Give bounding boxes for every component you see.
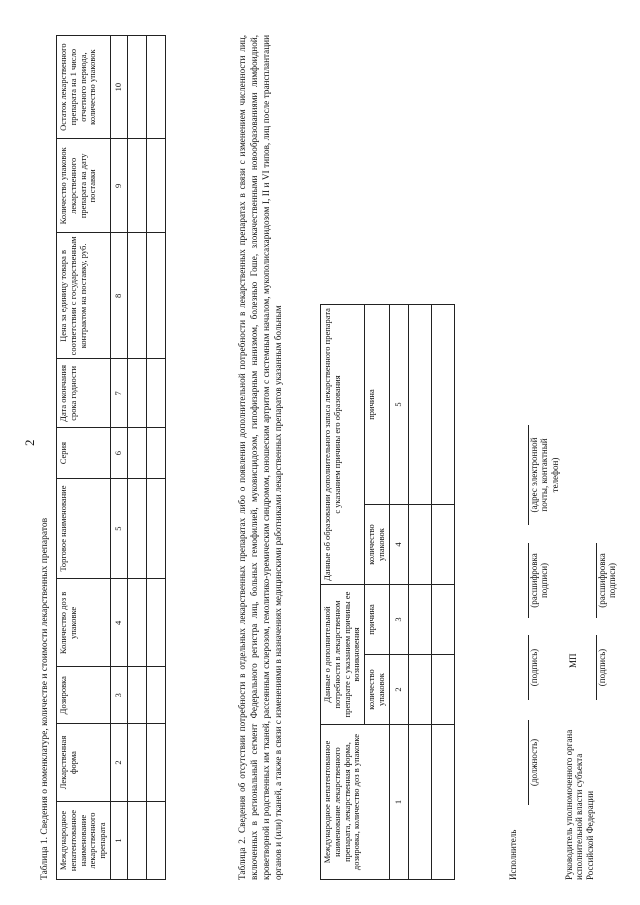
table1-header: Количество упаковок лекарственного препарата на дату поставки — [57, 139, 111, 233]
table1-header: Международное непатентованное наименование лекарственного препарата — [57, 802, 111, 880]
table2-caption: Таблица 2. Сведения об отсутствии потребности в отдельных лекарственных препаратах либо о появлении дополнительной потребности в лекарственных препаратах в связи с изменением численности лиц, включенных в региональный сегмент Федерального регистра лиц, больных гемофилией, муковисцидозом, гипофизарным нанизмом, болезнью Гоше, злокачественными новообразованиями лимфоидной, кроветворной и родственных им тканей, рассеянным склерозом, гемолитико-уремическим синдромом, юношеским артритом с системным началом, мукополисахаридозом I, II и VI типов, лиц после трансплантации органов и (или) тканей, а также в связи с изменениями в назначениях медицинскими работниками лекарственных препаратов указанным больным — [237, 35, 284, 880]
table1-header: Цена за единицу товара в соответствии с государственным контрактом на поставку, руб. — [57, 233, 111, 359]
table2-number-row — [389, 304, 408, 879]
column-number: 7 — [110, 359, 127, 428]
column-number: 3 — [110, 667, 127, 724]
table2 — [320, 304, 455, 880]
table2-empty-row — [408, 304, 431, 879]
page-number: 2 — [22, 439, 37, 446]
table1-header: Остаток лекарственного препарата на 1 число отчетного периода, количество упаковок — [57, 36, 111, 139]
table1-header: Дата окончания срока годности — [57, 359, 111, 428]
position-caption: (должность) — [528, 720, 539, 805]
column-number: 3 — [389, 585, 408, 655]
column-number: 2 — [389, 655, 408, 725]
table1-header: Лекарственная форма — [57, 724, 111, 802]
table1-header: Количество доз в упаковке — [57, 579, 111, 667]
table2-group-header: Данные об образовании дополнительного запаса лекарственного препарата с указанием причины его образования — [321, 304, 365, 584]
table2-empty-row — [431, 304, 454, 879]
column-number: 5 — [389, 304, 408, 504]
table2-subheader: причина — [365, 304, 390, 504]
table1-caption: Таблица 1. Сведения о номенклатуре, количестве и стоимости лекарственных препаратов — [40, 517, 50, 880]
column-number: 6 — [110, 428, 127, 478]
column-number: 4 — [110, 579, 127, 667]
table1-empty-row — [127, 36, 146, 880]
column-number: 1 — [389, 725, 408, 880]
column-number: 9 — [110, 139, 127, 233]
rotated-page-content — [40, 20, 620, 880]
column-number: 8 — [110, 233, 127, 359]
table1-header: Торговое наименование — [57, 478, 111, 579]
table1 — [56, 35, 166, 880]
decoding-caption: (расшифровка подписи) — [528, 543, 550, 618]
stamp-place-label: МП — [568, 653, 578, 668]
signature-caption: (подпись) — [528, 635, 539, 700]
table1-number-row — [110, 36, 127, 880]
column-number: 1 — [110, 802, 127, 880]
table2-subheader: причина — [365, 585, 390, 655]
table1-header-row — [57, 36, 111, 880]
table2-group-header: Данные о дополнительной потребности в лекарственном препарате с указанием причины ее возникновения — [321, 585, 365, 725]
head-signature-caption: (подпись) — [596, 635, 607, 700]
head-decoding-caption: (расшифровка подписи) — [596, 543, 618, 618]
table1-header: Дозировка — [57, 667, 111, 724]
executor-label: Исполнитель — [508, 829, 518, 880]
column-number: 10 — [110, 36, 127, 139]
table1-header: Серия — [57, 428, 111, 478]
table1-empty-row — [146, 36, 165, 880]
table2-subheader: количество упаковок — [365, 655, 390, 725]
column-number: 5 — [110, 478, 127, 579]
table2-header: Международное непатентованное наименование лекарственного препарата, лекарственная форма, дозировка, количество доз в упаковке — [321, 725, 390, 880]
column-number: 4 — [389, 505, 408, 585]
column-number: 2 — [110, 724, 127, 802]
table2-subheader: количество упаковок — [365, 505, 390, 585]
contacts-caption: (адрес электронной почты, контактный телефон) — [528, 425, 560, 525]
table2-header-row — [321, 304, 365, 879]
head-label: Руководитель уполномоченного органа исполнительной власти субъекта Российской Федерации — [564, 729, 595, 880]
